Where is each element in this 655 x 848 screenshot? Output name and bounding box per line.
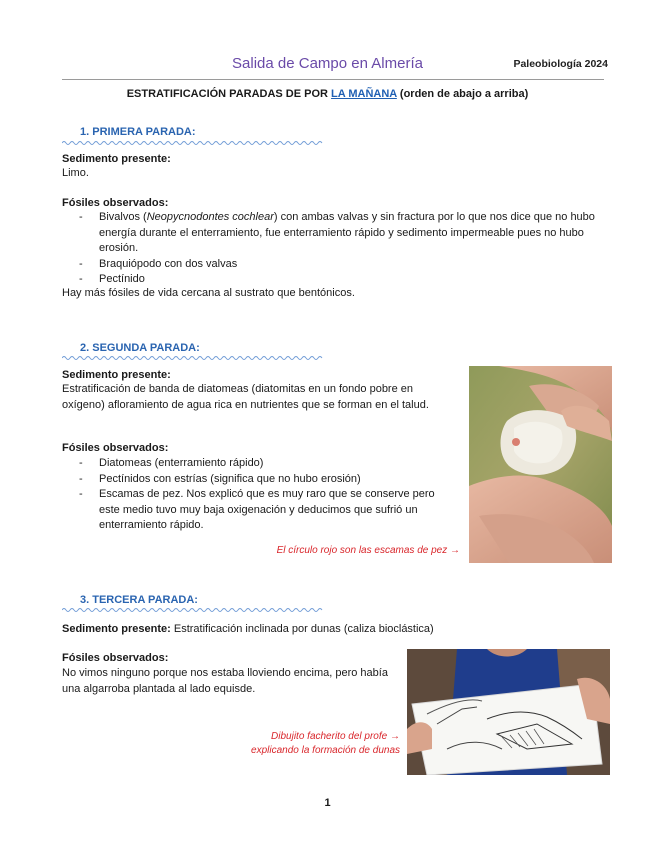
course-label: Paleobiología 2024 [513, 58, 608, 70]
list-item: - Diatomeas (enterramiento rápido) [79, 457, 264, 469]
stop2-heading-underline [62, 355, 324, 361]
document-title: Salida de Campo en Almería [232, 55, 423, 72]
header-divider [62, 79, 604, 80]
stop1-heading-underline [62, 140, 324, 146]
subtitle-text: ESTRATIFICACIÓN PARADAS DE POR [126, 88, 332, 100]
stop1-heading: 1. PRIMERA PARADA: [80, 126, 196, 138]
fossil-rock-photo [469, 366, 612, 563]
stop1-sediment-text: Limo. [62, 167, 89, 179]
stop2-fossils-label: Fósiles observados: [62, 442, 169, 454]
stop2-photo-caption: El círculo rojo son las escamas de pez → [276, 545, 460, 556]
stop2-heading: 2. SEGUNDA PARADA: [80, 342, 200, 354]
stop3-fossils-label: Fósiles observados: [62, 652, 169, 664]
page-number: 1 [324, 797, 331, 809]
stop1-fossils-label: Fósiles observados: [62, 197, 169, 209]
stop3-fossils-text: No vimos ninguno porque nos estaba lloviendo encima, pero había una algarroba plantada al lado equisde. [62, 667, 388, 695]
stop3-sediment [62, 622, 434, 638]
stop1-note: Hay más fósiles de vida cercana al sustrato que bentónicos. [62, 287, 355, 299]
stop2-fossil-list [62, 456, 457, 534]
subtitle-text-end: (orden de abajo a arriba) [396, 88, 529, 100]
stop3-photo-caption: Dibujito facherito del profe → explicando la formación de dunas [251, 731, 400, 756]
stop1-sediment-label: Sedimento presente: [62, 153, 171, 165]
document-subtitle [0, 88, 655, 100]
list-item: - Braquiópodo con dos valvas [79, 257, 238, 270]
stop1-fossil-list [62, 210, 604, 288]
subtitle-link[interactable]: LA MAÑANA [331, 88, 397, 100]
stop3-sediment-text: Estratificación inclinada por dunas (caliza bioclástica) [170, 623, 434, 635]
stop3-sediment-label: Sedimento presente: [62, 623, 171, 635]
stop3-heading-underline [62, 607, 324, 613]
list-item: - Bivalvos (Neopycnodontes cochlear) con ambas valvas y sin fractura por lo que nos dice que no hubo energía durante el enterramiento, fue enterramiento rápido y sedimento impermeable pues no hubo erosión. [79, 211, 595, 254]
dune-sketch-photo [407, 649, 610, 775]
stop2-sediment-text: Estratificación de banda de diatomeas (diatomitas en un fondo pobre en oxígeno) afloramiento de agua rica en nutrientes que se forman en el talud. [62, 383, 429, 411]
stop3-heading: 3. TERCERA PARADA: [80, 594, 198, 606]
stop2-sediment-label: Sedimento presente: [62, 369, 171, 381]
list-item: - Pectínidos con estrías (significa que no hubo erosión) [79, 472, 361, 485]
list-item: - Pectínido [79, 273, 145, 285]
list-item: - Escamas de pez. Nos explicó que es muy raro que se conserve pero este medio tuvo muy baja oxigenación y deducimos que sufrió un enterramiento rápido. [79, 488, 435, 531]
